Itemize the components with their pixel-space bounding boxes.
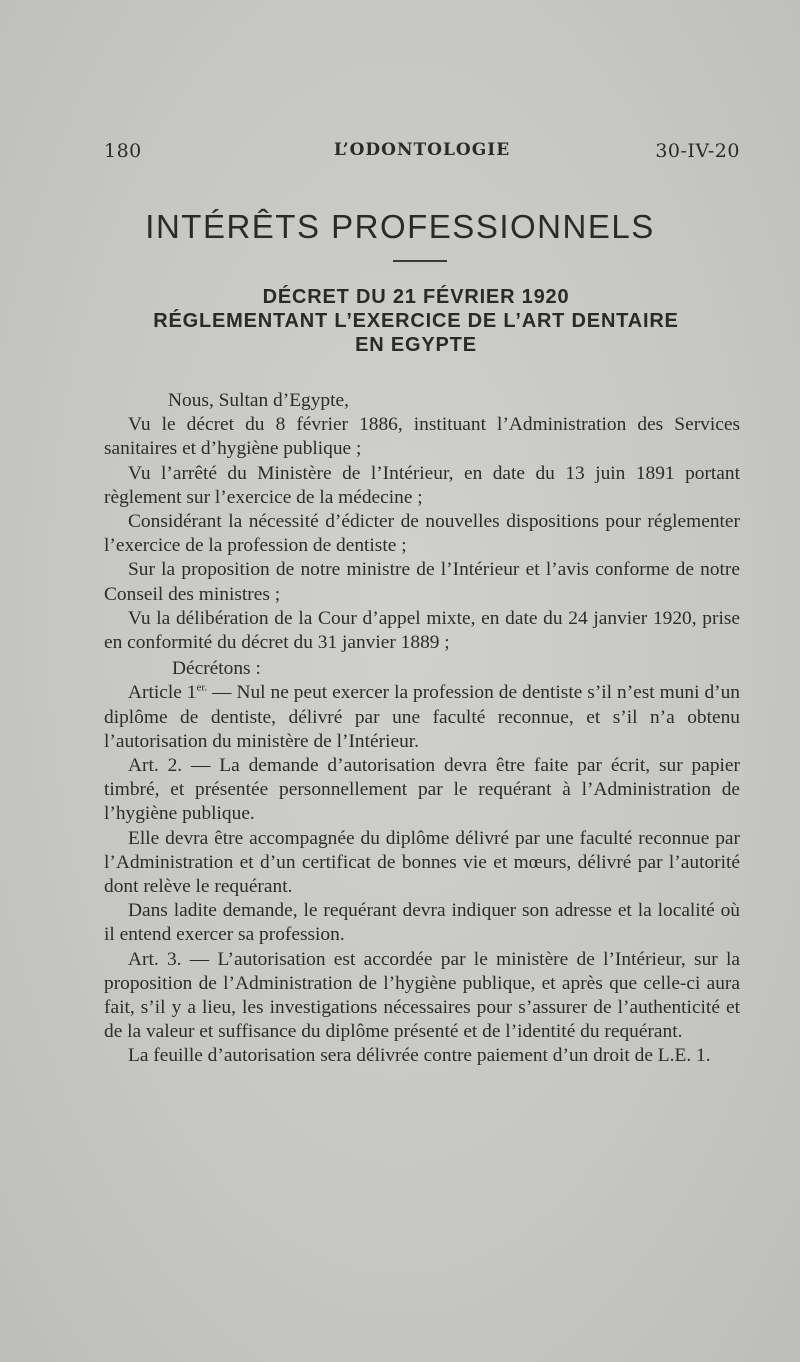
running-head bbox=[104, 140, 740, 170]
decree-heading bbox=[60, 285, 772, 357]
issue-date: 30-IV-20 bbox=[655, 140, 740, 162]
preamble-nous: Nous, Sultan d’Egypte, bbox=[168, 390, 349, 411]
decree-body bbox=[104, 389, 740, 1069]
preamble-proposition: Sur la proposition de notre ministre de l’Intérieur et l’avis conforme de notre Conseil des ministres ; bbox=[104, 559, 740, 605]
decree-heading-line-1: DÉCRET DU 21 FÉVRIER 1920 bbox=[262, 286, 570, 308]
decree-heading-line-3: EN EGYPTE bbox=[355, 334, 477, 356]
article-2-paragraph-2: Elle devra être accompagnée du diplôme délivré par une faculté reconnue par l’Administration et d’un certificat de bonnes vie et mœurs, délivré par l’autorité dont relève le requérant. bbox=[104, 827, 740, 898]
decretons: Décrétons : bbox=[172, 658, 261, 680]
article-1-text: — Nul ne peut exercer la profession de dentiste s’il n’est muni d’un diplôme de dentiste, délivré par une faculté reconnue, et s’il n’a obtenu l’autorisation du ministère de l’Intérieur. bbox=[104, 682, 740, 752]
article-1-sup: er. bbox=[196, 681, 208, 694]
preamble-vu-2: Vu l’arrêté du Ministère de l’Intérieur, en date du 13 juin 1891 portant règlement sur l’exercice de la médecine ; bbox=[104, 462, 740, 508]
preamble-vu-3: Vu la délibération de la Cour d’appel mixte, en date du 24 janvier 1920, prise en conformité du décret du 31 janvier 1889 ; bbox=[104, 607, 740, 654]
article-3-paragraph-2: La feuille d’autorisation sera délivrée contre paiement d’un droit de L.E. 1. bbox=[128, 1045, 711, 1067]
section-title: INTÉRÊTS PROFESSIONNELS bbox=[145, 208, 655, 245]
article-2-paragraph-3: Dans ladite demande, le requérant devra indiquer son adresse et la localité où il entend exercer sa profession. bbox=[104, 900, 740, 946]
preamble-considerant: Considérant la nécessité d’édicter de nouvelles dispositions pour réglementer l’exercice de la profession de dentiste ; bbox=[104, 511, 740, 557]
page-number: 180 bbox=[104, 140, 142, 162]
article-1 bbox=[104, 681, 740, 754]
decree-heading-line-2: RÉGLEMENTANT L’EXERCICE DE L’ART DENTAIRE bbox=[153, 310, 679, 332]
article-2: Art. 2. — La demande d’autorisation devra être faite par écrit, sur papier timbré, et présentée personnellement par le requérant à l’Administration de l’hygiène publique. bbox=[104, 755, 740, 825]
article-3: Art. 3. — L’autorisation est accordée par le ministère de l’Intérieur, sur la proposition de l’Administration de l’hygiène publique, et après que celle-ci aura fait, s’il y a lieu, les investigations nécessaires pour s’assurer de l’authenticité et de la valeur et suffisance du diplôme présenté et de l’identité du requérant. bbox=[104, 948, 740, 1043]
journal-title: L’ODONTOLOGIE bbox=[333, 140, 511, 160]
title-divider bbox=[393, 260, 447, 262]
preamble-vu-1: Vu le décret du 8 février 1886, instituant l’Administration des Services sanitaires et d’hygiène publique ; bbox=[104, 414, 740, 460]
article-1-label: Article 1 bbox=[128, 682, 197, 704]
